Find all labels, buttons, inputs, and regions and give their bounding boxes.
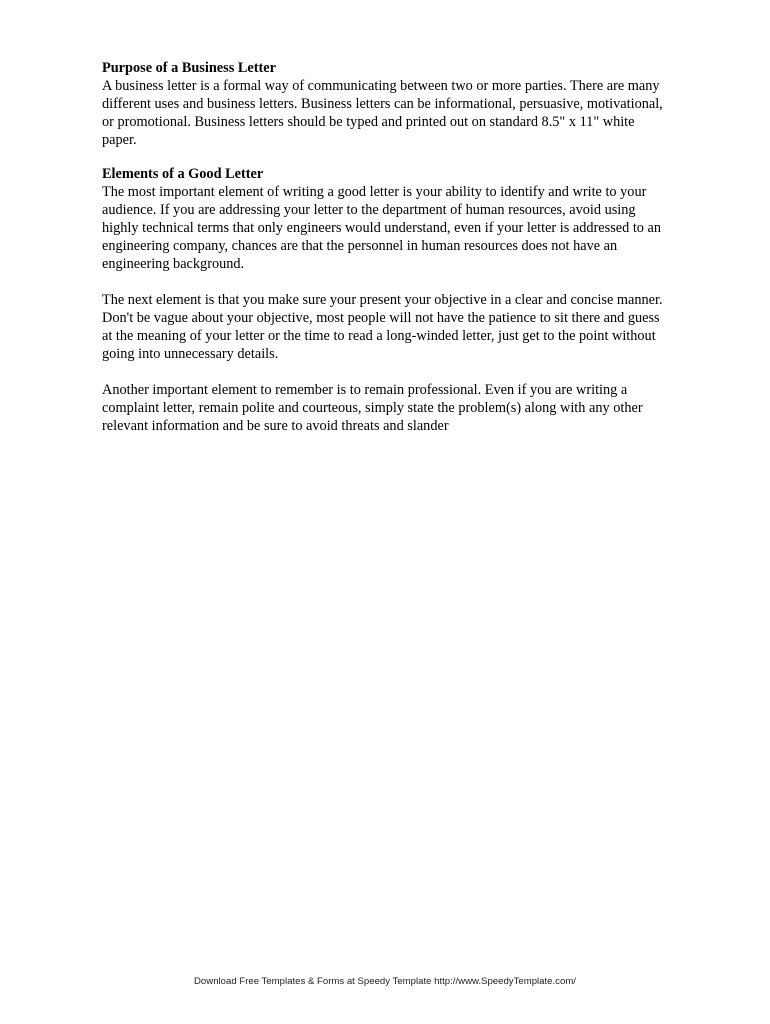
section-elements — [102, 165, 672, 435]
section-spacer — [102, 149, 672, 165]
section-heading: Purpose of a Business Letter — [102, 60, 276, 76]
paragraph-spacer — [102, 273, 672, 291]
paragraph: The next element is that you make sure your present your objective in a clear and concise manner. Don't be vague about your objective, most people will not have the patience to sit there and guess at the meaning of your letter or the time to read a long-winded letter, just get to the point without going into unnecessary details. — [102, 292, 663, 362]
document-body — [102, 59, 672, 435]
section-purpose — [102, 59, 672, 149]
paragraph: Another important element to remember is to remain professional. Even if you are writing a complaint letter, remain polite and courteous, simply state the problem(s) along with any other relevant information and be sure to avoid threats and slander — [102, 382, 643, 434]
page-footer: Download Free Templates & Forms at Speedy Template http://www.SpeedyTemplate.com/ — [194, 976, 576, 987]
paragraph: The most important element of writing a good letter is your ability to identify and write to your audience. If you are addressing your letter to the department of human resources, avoid using highly technical terms that only engineers would understand, even if your letter is addressed to an engineering company, chances are that the personnel in human resources does not have an engineering background. — [102, 184, 662, 272]
section-heading: Elements of a Good Letter — [102, 166, 264, 182]
paragraph: A business letter is a formal way of communicating between two or more parties. There are many different uses and business letters. Business letters can be informational, persuasive, motivational, or promotional. Business letters should be typed and printed out on standard 8.5" x 11" white paper. — [102, 78, 663, 148]
paragraph-spacer — [102, 363, 672, 381]
